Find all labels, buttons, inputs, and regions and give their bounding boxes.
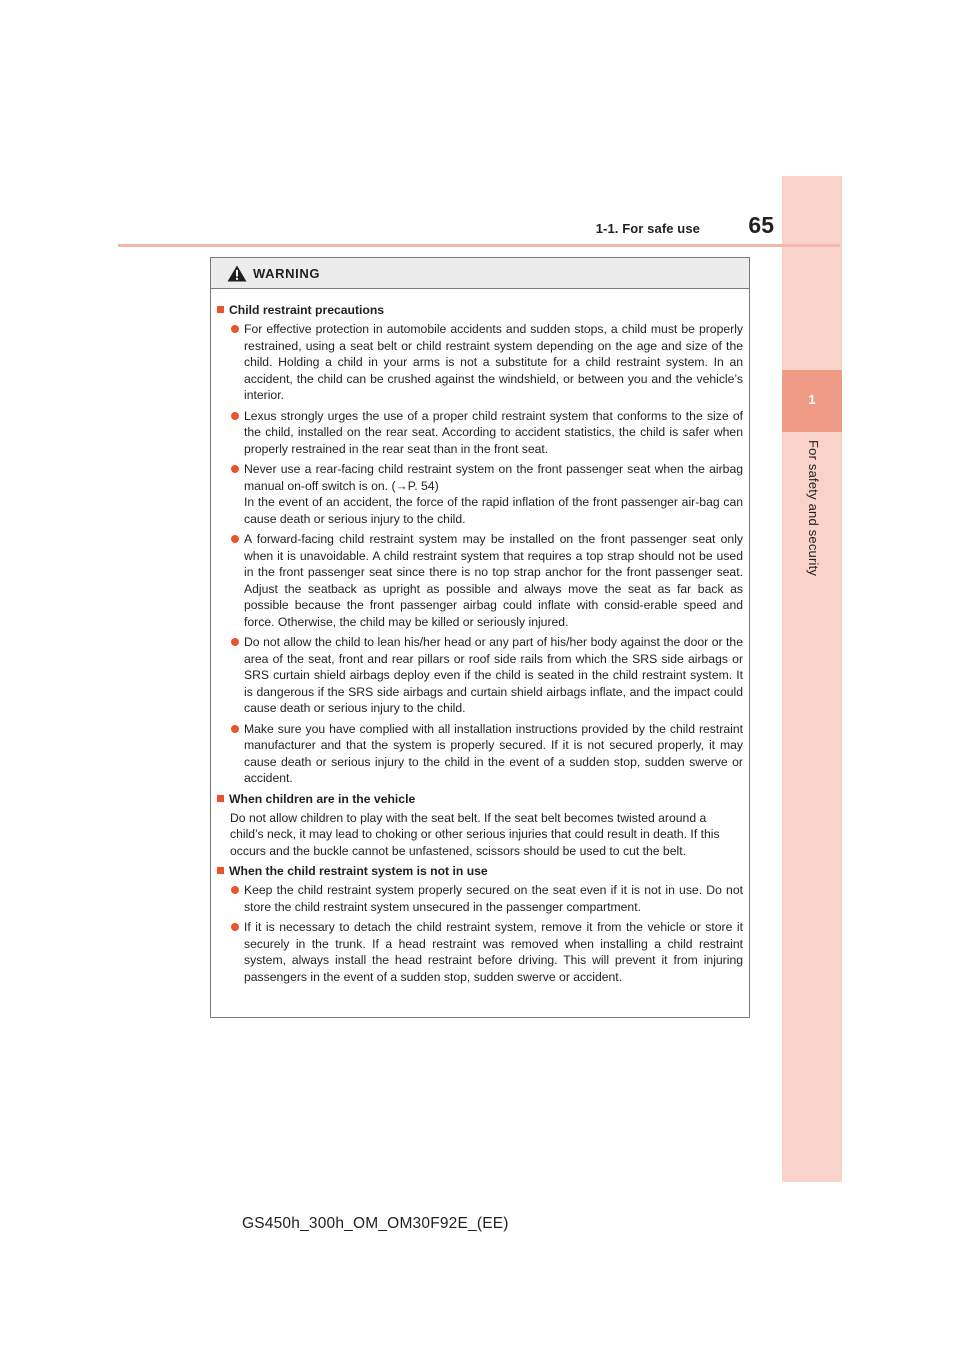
chapter-side-band <box>782 176 842 1182</box>
section-heading <box>217 863 743 879</box>
square-bullet-icon <box>217 795 224 802</box>
list-item <box>231 919 743 985</box>
section-heading-text: Child restraint precautions <box>229 303 385 317</box>
square-bullet-icon <box>217 306 224 313</box>
list-item-text: Keep the child restraint system properly secured on the seat even if it is not in use. Do not store the child restraint system unsecured in the passenger compartment. <box>244 883 743 914</box>
warning-box <box>210 257 750 1018</box>
section-heading-text: When the child restraint system is not in use <box>229 864 488 878</box>
page-number: 65 <box>748 212 774 238</box>
list-item-text: A forward-facing child restraint system may be installed on the front passenger seat only when it is unavoidable. A child restraint system that requires a top strap should not be used in the front passenger seat since there is no top strap anchor for the front passenger seat. Adjust the seatback as upright as possible and always move the seat as far back as possible because the front passenger airbag could inflate with consid-erable speed and force. Otherwise, the child may be killed or seriously injured. <box>244 532 743 629</box>
header-rule <box>118 244 840 247</box>
circle-bullet-icon <box>231 638 239 646</box>
list-item <box>231 461 743 527</box>
list-item <box>231 634 743 717</box>
circle-bullet-icon <box>231 535 239 543</box>
list-item-text: Make sure you have complied with all installation instructions provided by the child restraint manufacturer and that the system is properly secured. If it is not secured properly, it may cause death or serious injury to the child in the event of a sudden stop, sudden swerve or accident. <box>244 721 743 785</box>
circle-bullet-icon <box>231 725 239 733</box>
list-item-text: Never use a rear-facing child restraint system on the front passenger seat when the airbag manual on-off switch is on. (→P. 54) In the event of an accident, the force of the rapid inflation of the front passenger air-bag can cause death or serious injury to the child. <box>244 462 743 526</box>
section-heading <box>217 302 743 318</box>
circle-bullet-icon <box>231 923 239 931</box>
circle-bullet-icon <box>231 886 239 894</box>
warning-body <box>211 289 749 985</box>
circle-bullet-icon <box>231 325 239 333</box>
paragraph: Do not allow children to play with the seat belt. If the seat belt becomes twisted around a child’s neck, it may lead to choking or other serious injuries that could result in death. If this occurs and the buckle cannot be unfastened, scissors should be used to cut the belt. <box>230 810 720 858</box>
list-item <box>231 721 743 787</box>
square-bullet-icon <box>217 867 224 874</box>
section-heading-text: When children are in the vehicle <box>229 791 416 806</box>
list-item <box>231 882 743 915</box>
section-heading <box>217 791 743 807</box>
document-code: GS450h_300h_OM_OM30F92E_(EE) <box>242 1215 509 1232</box>
running-section-title: 1-1. For safe use <box>595 221 700 236</box>
list-item <box>231 408 743 458</box>
warning-triangle-icon <box>227 265 247 282</box>
list-item-text: If it is necessary to detach the child restraint system, remove it from the vehicle or store it securely in the trunk. If a head restraint was removed when installing a child restraint system, always install the head restraint before driving. This will prevent it from injuring passengers in the event of a sudden stop, sudden swerve or accident. <box>244 920 743 984</box>
warning-header <box>211 258 749 289</box>
list-item-text: Lexus strongly urges the use of a proper child restraint system that conforms to the size of the child, installed on the rear seat. According to accident statistics, the child is safer when properly restrained in the rear seat than in the front seat. <box>244 408 743 456</box>
list-item <box>231 321 743 404</box>
circle-bullet-icon <box>231 412 239 420</box>
circle-bullet-icon <box>231 465 239 473</box>
list-item <box>231 531 743 630</box>
warning-title: WARNING <box>253 265 321 281</box>
list-item-text: Do not allow the child to lean his/her head or any part of his/her body against the door or the area of the seat, front and rear pillars or roof side rails from which the SRS side airbags or SRS curtain shield airbags deploy even if the child is seated in the child restraint system. It is dangerous if the SRS side airbags and curtain shield airbags inflate, and the impact could cause death or serious injury to the child. <box>244 635 743 715</box>
list-item-text: For effective protection in automobile accidents and sudden stops, a child must be properly restrained, using a seat belt or child restraint system depending on the age and size of the child. Holding a child in your arms is not a substitute for a child restraint system. In an accident, the child can be crushed against the windshield, or between you and the vehicle’s interior. <box>244 322 743 402</box>
chapter-title: For safety and security <box>806 440 821 577</box>
chapter-number: 1 <box>808 392 816 407</box>
